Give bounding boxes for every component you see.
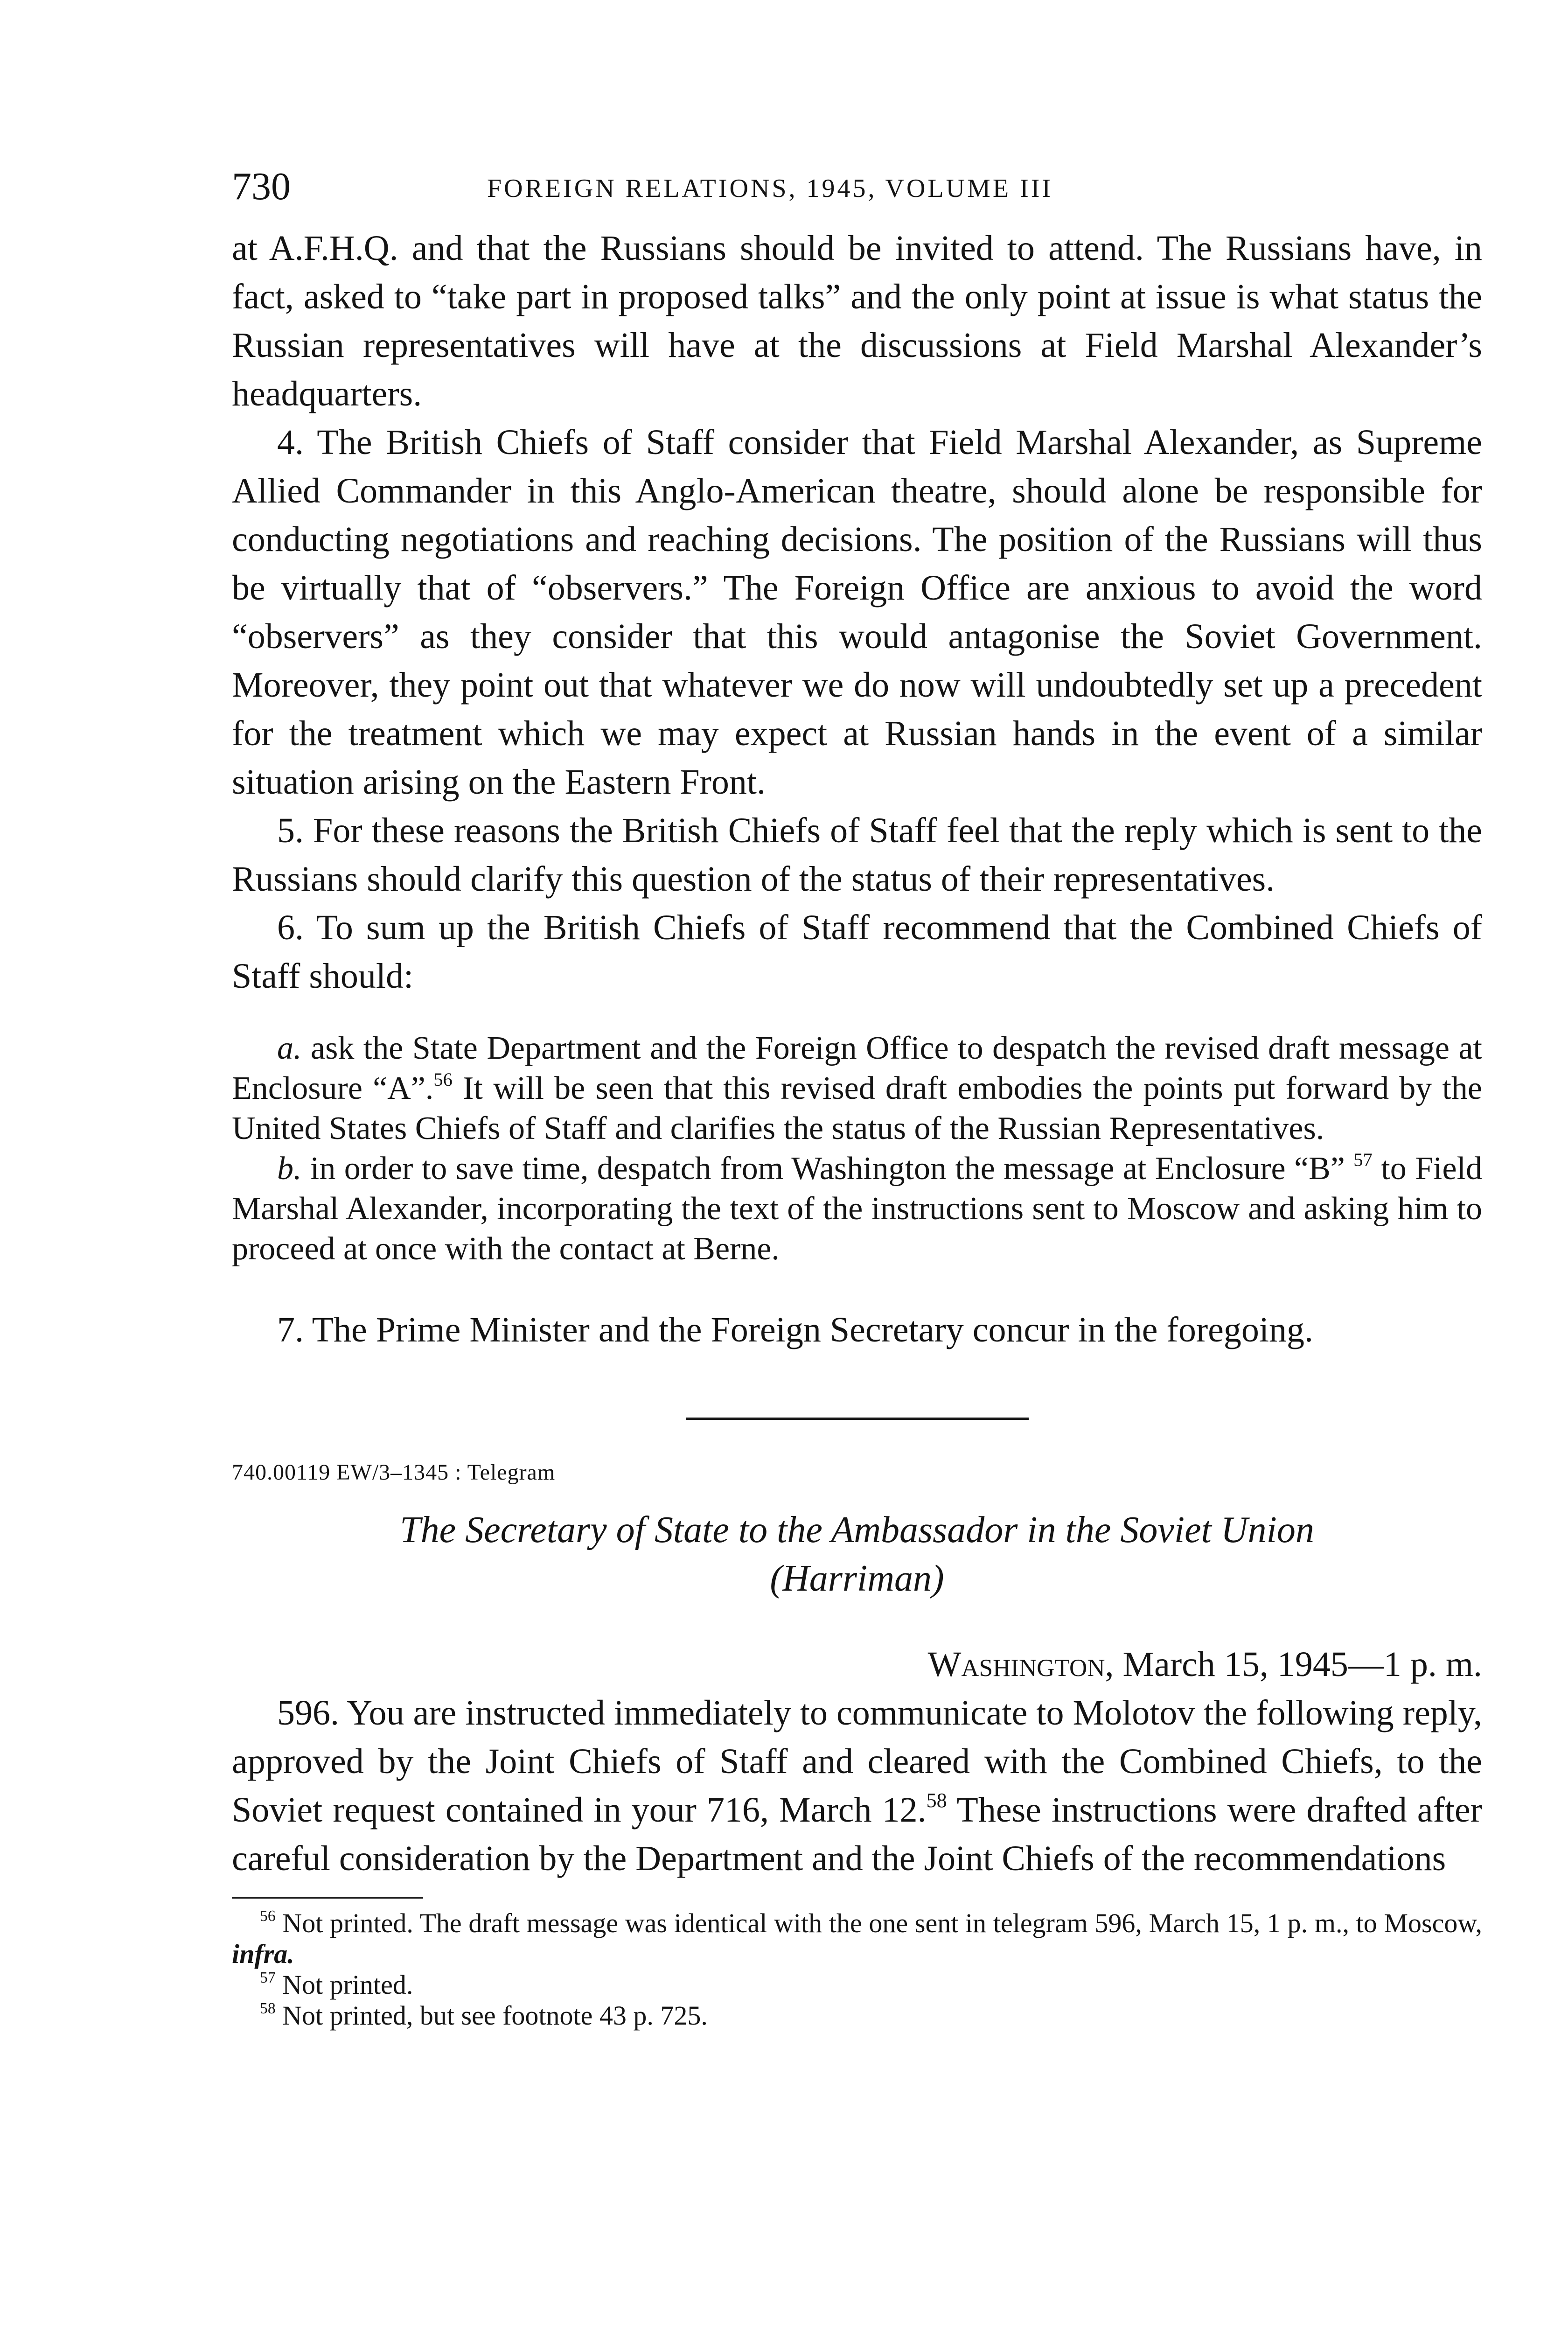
footnote-emphasis: infra. (232, 1939, 294, 1969)
footnotes (232, 1908, 1482, 2031)
running-head: FOREIGN RELATIONS, 1945, VOLUME III (487, 174, 1053, 203)
subparagraph-b-label: b. (277, 1151, 302, 1187)
subparagraph-a-text-start: ask the State Department and the Foreign Office to despatch the revised draft message at Enclosure “A”. (232, 1030, 1482, 1106)
section-divider (686, 1418, 1029, 1420)
footnote-ref-57: 57 (1353, 1149, 1373, 1170)
subparagraph-a (232, 1028, 1482, 1149)
footnote-text: Not printed, but see footnote 43 p. 725. (275, 2000, 708, 2031)
subparagraph-a-text-end: It will be seen that this revised draft embodies the points put forward by the United States Chiefs of Staff and clarifies the status of the Russian Representatives. (232, 1070, 1483, 1146)
paragraph-4: 4. The British Chiefs of Staff consider that Field Marshal Alexander, as Supreme Allied Commander in this Anglo-American theatre, should alone be responsible for conducting negotiations and reaching decisions. The position of the Russians will thus be virtually that of “observers.” The Foreign Office are anxious to avoid the word “observers” as they consider that this would antagonise the Soviet Government. Moreover, they point out that whatever we do now will undoubtedly set up a precedent for the treatment which we may expect at Russian hands in the event of a similar situation arising on the Eastern Front. (232, 423, 1482, 802)
subparagraph-b-text-end: to Field Marshal Alexander, incorporating the text of the instructions sent to Moscow and asking him to proceed at once with the contact at Berne. (232, 1151, 1482, 1267)
document-title (232, 1506, 1482, 1603)
paragraph-6: 6. To sum up the British Chiefs of Staff recommend that the Combined Chiefs of Staff should: (232, 908, 1482, 996)
subparagraph-b-text-start: in order to save time, despatch from Washington the message at Enclosure “B” (301, 1151, 1354, 1187)
dateline (232, 1640, 1482, 1689)
footnote-58 (232, 2000, 1482, 2031)
paragraph-596-text-end: These instructions were drafted after careful consideration by the Department and the Joint Chiefs of the recommendations (232, 1790, 1482, 1878)
footnote-mark: 57 (260, 1969, 276, 1987)
subparagraph-a-label: a. (277, 1030, 302, 1066)
footnote-ref-58: 58 (926, 1789, 947, 1812)
footnote-mark: 56 (260, 1907, 276, 1925)
page-header (232, 159, 1482, 224)
document-title-line-2: (Harriman) (770, 1558, 944, 1599)
paragraph-7: 7. The Prime Minister and the Foreign Secretary concur in the foregoing. (277, 1310, 1313, 1349)
footnote-57 (232, 1970, 1482, 2000)
document-reference: 740.00119 EW/3–1345 : Telegram (232, 1460, 556, 1485)
footnote-divider (232, 1897, 423, 1899)
paragraph-596 (232, 1689, 1482, 1883)
paragraph-596-text-start: 596. You are instructed immediately to communicate to Molotov the following reply, approved by the Joint Chiefs of Staff and cleared with the Combined Chiefs, to the Soviet request contained in your 716, March 12. (232, 1693, 1482, 1830)
page-number: 730 (232, 165, 291, 208)
footnote-mark: 58 (260, 2000, 276, 2018)
document-title-line-1: The Secretary of State to the Ambassador in the Soviet Union (400, 1509, 1314, 1551)
footnote-text: Not printed. The draft message was identical with the one sent in telegram 596, March 15, 1 p. m., to Moscow, (275, 1908, 1482, 1938)
paragraph-intro: at A.F.H.Q. and that the Russians should be invited to attend. The Russians have, in fact, asked to “take part in proposed talks” and the only point at issue is what status the Russian representatives will have at the discussions at Field Marshal Alexander’s headquarters. (232, 229, 1482, 413)
footnote-ref-56: 56 (433, 1069, 453, 1090)
footnote-56 (232, 1908, 1482, 1970)
subparagraph-b (232, 1149, 1482, 1269)
footnote-text: Not printed. (275, 1970, 413, 2000)
dateline-date: , March 15, 1945—1 p. m. (1105, 1645, 1482, 1684)
paragraph-5: 5. For these reasons the British Chiefs of Staff feel that the reply which is sent to the Russians should clarify this question of the status of their representatives. (232, 811, 1482, 899)
dateline-place: Washington (927, 1645, 1105, 1684)
document-page (232, 159, 1482, 2031)
